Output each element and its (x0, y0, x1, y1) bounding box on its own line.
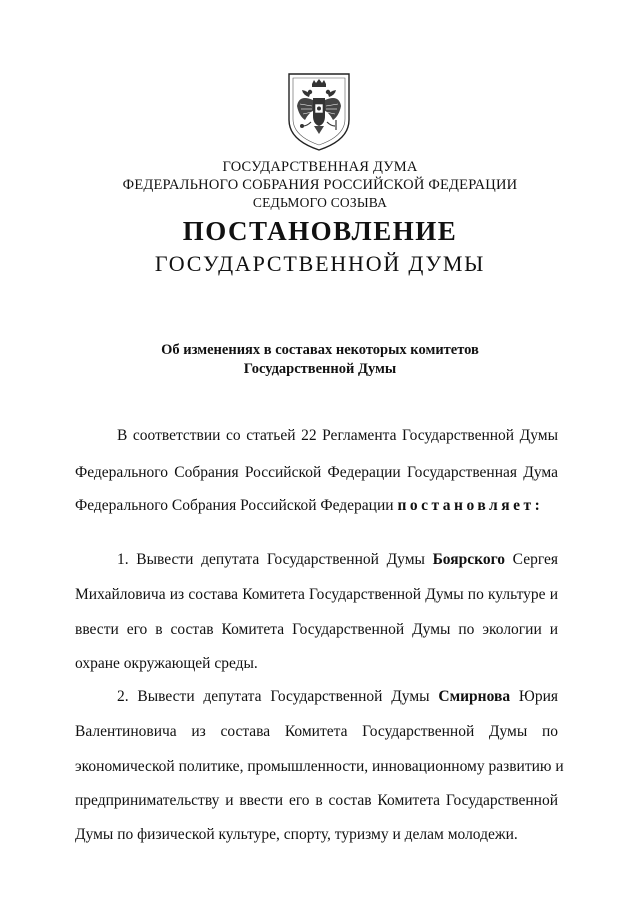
header-line-convocation: СЕДЬМОГО СОЗЫВА (252, 195, 388, 210)
document-subtitle: ГОСУДАРСТВЕННОЙ ДУМЫ (154, 251, 486, 276)
item1-line-2: Михайловича из состава Комитета Государственной Думы по культуре и (75, 586, 558, 603)
item2-lead: 2. Вывести депутата Государственной Думы (117, 688, 439, 705)
resolves-verb: постановляет (397, 497, 535, 514)
item2-line-1 (117, 687, 558, 707)
colon: : (534, 497, 540, 514)
item1-lead: 1. Вывести депутата Государственной Думы (117, 551, 433, 568)
item2-line-5: Думы по физической культуре, спорту, туризму и делам молодежи. (75, 826, 518, 843)
item1-firstname: Сергея (505, 551, 558, 568)
item2-line-3: экономической политике, промышленности, инновационному развитию и (75, 758, 564, 775)
item2-line-4: предпринимательству и ввести его в состав Комитета Государственной (75, 792, 558, 809)
deputy-surname-2: Смирнова (438, 688, 511, 705)
header-line-duma: ГОСУДАРСТВЕННАЯ ДУМА (222, 159, 418, 175)
subject-line-2: Государственной Думы (243, 361, 397, 377)
item1-line-4: охране окружающей среды. (75, 655, 258, 672)
deputy-surname-1: Боярского (432, 551, 506, 568)
item1-line-3: ввести его в состав Комитета Государственной Думы по экологии и (75, 621, 558, 638)
item2-firstname: Юрия (510, 688, 559, 705)
item1-line-1 (117, 550, 558, 570)
preamble-text: Федерального Собрания Российской Федерации (75, 497, 398, 514)
preamble-line-1: В соответствии со статьей 22 Регламента Государственной Думы (117, 427, 558, 444)
preamble-line-2: Федерального Собрания Российской Федерации Государственная Дума (75, 464, 558, 481)
document-title: ПОСТАНОВЛЕНИЕ (182, 216, 458, 246)
subject-line-1: Об изменениях в составах некоторых комитетов (161, 342, 479, 358)
header-line-assembly: ФЕДЕРАЛЬНОГО СОБРАНИЯ РОССИЙСКОЙ ФЕДЕРАЦИИ (122, 177, 518, 193)
preamble-line-3 (75, 496, 540, 516)
coat-of-arms-icon (283, 70, 355, 152)
item2-line-2: Валентиновича из состава Комитета Государственной Думы по (75, 723, 558, 740)
